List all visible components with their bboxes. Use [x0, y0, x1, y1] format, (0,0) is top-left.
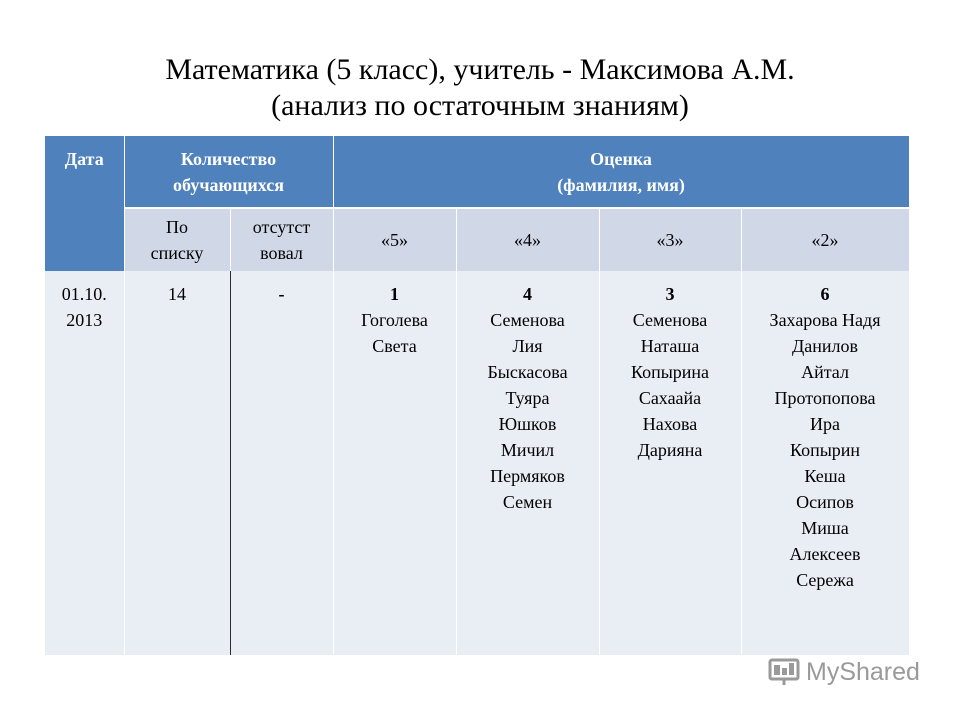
grade-4-names [457, 307, 599, 515]
title-line-2: (анализ по остаточным знаниям) [271, 89, 689, 122]
student-name: Захарова Надя [769, 310, 881, 330]
grade-2-names [742, 307, 909, 593]
student-name: Сахаайа [638, 388, 702, 408]
slide-title [0, 52, 960, 124]
cell-grade-5 [333, 271, 456, 655]
subheader-grade-2: «2» [741, 208, 909, 271]
header-grade: Оценка (фамилия, имя) [333, 136, 909, 208]
grade-5-names [334, 307, 456, 359]
student-name: Протопопова [774, 388, 876, 408]
subheader-absent: отсутст вовал [230, 208, 333, 271]
student-name: Данилов [792, 336, 859, 356]
grade-2-count: 6 [820, 284, 830, 304]
cell-grade-2 [741, 271, 909, 655]
cell-grade-4 [456, 271, 599, 655]
header-count: Количество обучающихся [124, 136, 333, 208]
student-name: Пермяков [490, 466, 565, 486]
student-name: Туяра [505, 388, 550, 408]
student-name: Сережа [796, 570, 854, 590]
student-name: Юшков [498, 414, 557, 434]
student-name: Копырина [630, 362, 710, 382]
student-name: Семенова [632, 310, 708, 330]
title-line-1: Математика (5 класс), учитель - Максимова А.М. [165, 53, 795, 86]
student-name: Алексеев [789, 544, 861, 564]
table-row [45, 271, 909, 655]
header-date: Дата [45, 136, 124, 271]
subheader-grade-4: «4» [456, 208, 599, 271]
cell-by-list: 14 [124, 271, 230, 655]
subheader-grade-5: «5» [333, 208, 456, 271]
student-name: Семен [502, 492, 553, 512]
grade-5-count: 1 [390, 284, 399, 304]
student-name: Лия [512, 336, 543, 356]
student-name: Миша [801, 518, 849, 538]
student-name: Семенова [490, 310, 565, 330]
student-name: Нахова [642, 414, 698, 434]
myshared-watermark [768, 657, 920, 687]
student-name: Быскасова [487, 362, 568, 382]
student-name: Кеша [804, 466, 846, 486]
cell-absent: - [230, 271, 333, 655]
student-name: Копырин [789, 440, 861, 460]
watermark-text: MyShared [806, 657, 920, 686]
student-name: Дарияна [637, 440, 703, 460]
student-name: Гоголева [361, 310, 428, 330]
student-name: Наташа [640, 336, 700, 356]
grade-3-count: 3 [665, 284, 675, 304]
subheader-grade-3: «3» [599, 208, 741, 271]
cell-date: 01.10. 2013 [45, 271, 124, 655]
projector-screen-icon [768, 657, 800, 687]
cell-grade-3 [599, 271, 741, 655]
grades-table [45, 136, 910, 655]
student-name: Осипов [796, 492, 854, 512]
grade-4-count: 4 [523, 284, 532, 304]
student-name: Ира [810, 414, 841, 434]
student-name: Айтал [801, 362, 849, 382]
grade-3-names [600, 307, 741, 463]
student-name: Света [372, 336, 417, 356]
student-name: Мичил [500, 440, 555, 460]
subheader-by-list: По списку [124, 208, 230, 271]
